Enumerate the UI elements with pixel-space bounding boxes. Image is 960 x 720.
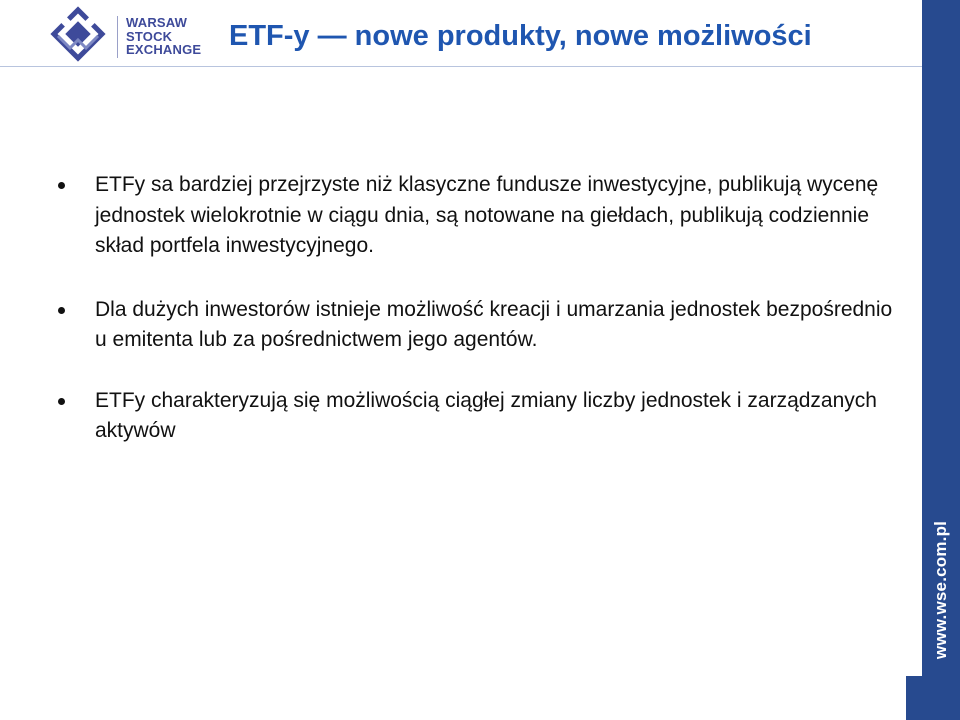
logo-divider [117, 16, 118, 58]
bullet-dot-icon [58, 398, 65, 405]
bullet-text: Dla dużych inwestorów istnieje możliwość kreacji i umarzania jednostek bezpośrednio u emitenta lub za pośrednictwem jego agentów. [95, 297, 893, 351]
logo-line-3: EXCHANGE [126, 42, 202, 57]
logo-text [126, 16, 201, 57]
wse-logo [50, 6, 210, 64]
wse-logo-icon [50, 6, 106, 62]
bullet-item [58, 170, 908, 262]
bullet-list [58, 170, 908, 480]
bullet-item [58, 386, 908, 447]
slide-title: ETF-y — nowe produkty, nowe możliwości [229, 20, 812, 52]
bullet-text: ETFy charakteryzują się możliwością ciągłej zmiany liczby jednostek i zarządzanych aktywów [95, 388, 877, 442]
logo-line-1: WARSAW [126, 15, 188, 30]
title-divider [0, 66, 922, 67]
side-band-url [922, 520, 960, 660]
bullet-item [58, 295, 908, 356]
corner-block [906, 676, 960, 720]
bullet-dot-icon [58, 307, 65, 314]
website-url: www.wse.com.pl [931, 520, 950, 660]
bullet-text: ETFy sa bardziej przejrzyste niż klasyczne fundusze inwestycyjne, publikują wycenę jednostek wielokrotnie w ciągu dnia, są notowane na giełdach, publikują codziennie skład portfela inwestycyjnego. [95, 173, 879, 257]
logo-line-2: STOCK [126, 28, 173, 44]
bullet-dot-icon [58, 182, 65, 189]
